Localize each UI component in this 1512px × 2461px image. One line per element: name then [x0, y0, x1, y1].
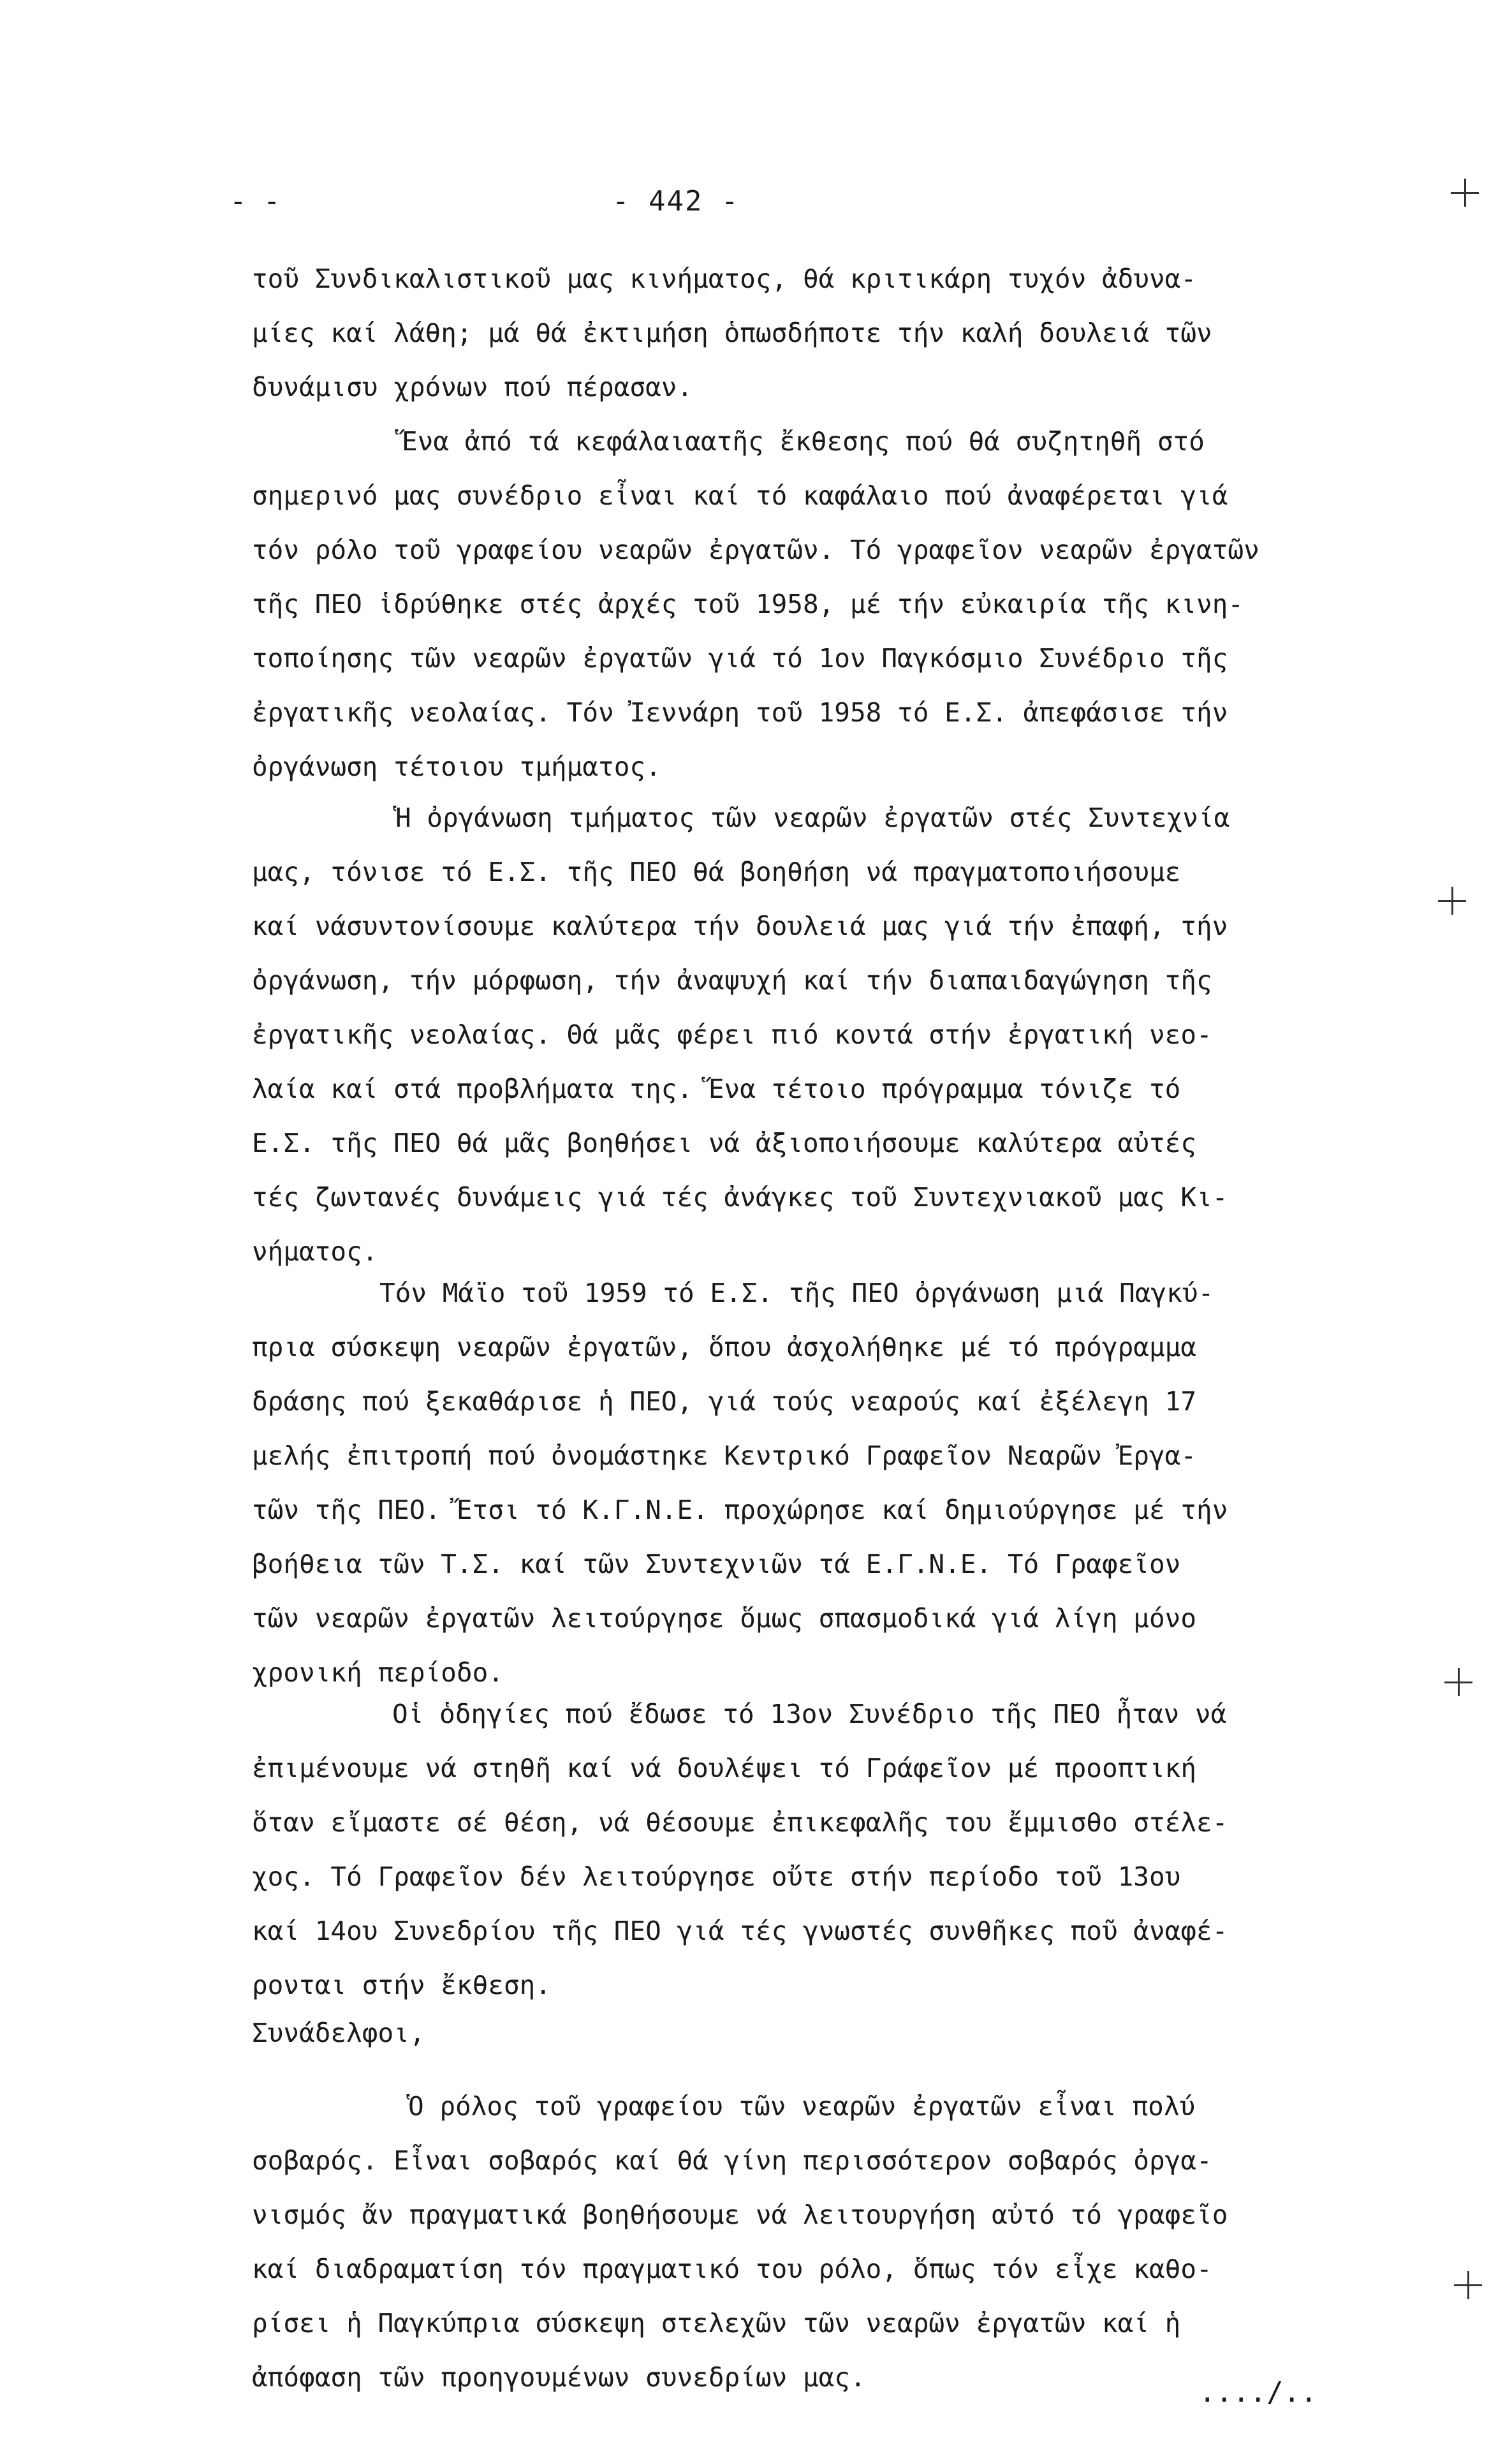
registration-mark-icon [1451, 179, 1479, 207]
text-line: μελής ἐπιτροπή πού ὀνομάστηκε Κεντρικό Γραφεῖον Νεαρῶν Ἐργα- [252, 1440, 1197, 1471]
corner-mark: - - [230, 185, 281, 218]
text-line: βοήθεια τῶν Τ.Σ. καί τῶν Συντεχνιῶν τά Ε.Γ.Ν.Ε. Τό Γραφεῖον [252, 1549, 1181, 1579]
text-line: μίες καί λάθη; μά θά ἐκτιμήση ὁπωσδήποτε τήν καλή δουλειά τῶν [252, 318, 1212, 348]
text-line: σοβαρός. Εἶναι σοβαρός καί θά γίνη περισσότερον σοβαρός ὀργα- [252, 2145, 1212, 2176]
text-line: νήματος. [252, 1236, 378, 1267]
registration-mark-icon [1454, 2271, 1482, 2299]
text-line: Συνάδελφοι, [252, 2018, 425, 2048]
text-line: δράσης πού ξεκαθάρισε ἡ ΠΕΟ, γιά τούς νεαρούς καί ἐξέλεγη 17 [252, 1386, 1197, 1417]
text-line: μας, τόνισε τό Ε.Σ. τῆς ΠΕΟ θά βοηθήση νά πραγματοποιήσουμε [252, 857, 1181, 887]
text-line: δυνάμισυ χρόνων πού πέρασαν. [252, 372, 693, 403]
text-line: ἐπιμένουμε νά στηθῆ καί νά δουλέψει τό Γράφεῖον μέ προοπτική [252, 1753, 1197, 1784]
text-line: νισμός ἄν πραγματικά βοηθήσουμε νά λειτουργήση αὐτό τό γραφεῖο [252, 2199, 1228, 2230]
paragraph-7 [252, 2080, 1362, 2405]
text-line: καί νάσυντονίσουμε καλύτερα τήν δουλειά μας γιά τήν ἐπαφή, τήν [252, 911, 1228, 942]
text-line: χρονική περίοδο. [252, 1657, 504, 1688]
paragraph-3 [252, 791, 1362, 1279]
text-line: ἀπόφαση τῶν προηγουμένων συνεδρίων μας. [252, 2362, 866, 2393]
text-line: τόν ρόλο τοῦ γραφείου νεαρῶν ἐργατῶν. Τό γραφεῖον νεαρῶν ἐργατῶν [252, 535, 1259, 565]
text-line: τοῦ Συνδικαλιστικοῦ μας κινήματος, θά κριτικάρη τυχόν ἀδυνα- [252, 263, 1197, 294]
paragraph-2 [252, 415, 1362, 794]
text-line: Ἕνα ἀπό τά κεφάλαιαατῆς ἔκθεσης πού θά συζητηθῆ στό [402, 426, 1205, 457]
text-line: ρίσει ἡ Παγκύπρια σύσκεψη στελεχῶν τῶν νεαρῶν ἐργατῶν καί ἡ [252, 2308, 1181, 2339]
text-line: Ὁ ρόλος τοῦ γραφείου τῶν νεαρῶν ἐργατῶν εἶναι πολύ [408, 2091, 1196, 2122]
text-line: χος. Τό Γραφεῖον δέν λειτούργησε οὔτε στήν περίοδο τοῦ 13ου [252, 1861, 1181, 1892]
text-line: τῶν νεαρῶν ἐργατῶν λειτούργησε ὅμως σπασμοδικά γιά λίγη μόνο [252, 1603, 1197, 1634]
text-line: λαία καί στά προβλήματα της. Ἕνα τέτοιο πρόγραμμα τόνιζε τό [252, 1074, 1181, 1104]
text-line: σημερινό μας συνέδριο εἶναι καί τό καφάλαιο πού ἀναφέρεται γιά [252, 480, 1228, 511]
text-line: Τόν Μάϊο τοῦ 1959 τό Ε.Σ. τῆς ΠΕΟ ὀργάνωση μιά Παγκύ- [379, 1278, 1214, 1308]
text-line: τῆς ΠΕΟ ἱδρύθηκε στές ἀρχές τοῦ 1958, μέ τήν εὐκαιρία τῆς κινη- [252, 589, 1244, 619]
continuation-mark: ..../.. [1199, 2376, 1317, 2409]
text-line: τοποίησης τῶν νεαρῶν ἐργατῶν γιά τό 1ον Παγκόσμιο Συνέδριο τῆς [252, 643, 1228, 674]
text-line: Ἡ ὀργάνωση τμήματος τῶν νεαρῶν ἐργατῶν στές Συντεχνία [395, 802, 1230, 833]
text-line: ὀργάνωση τέτοιου τμήματος. [252, 751, 661, 782]
text-line: Ε.Σ. τῆς ΠΕΟ θά μᾶς βοηθήσει νά ἀξιοποιήσουμε καλύτερα αὐτές [252, 1128, 1197, 1158]
text-line: τές ζωντανές δυνάμεις γιά τές ἀνάγκες τοῦ Συντεχνιακοῦ μας Κι- [252, 1182, 1228, 1213]
text-line: καί 14ου Συνεδρίου τῆς ΠΕΟ γιά τές γνωστές συνθῆκες ποῦ ἀναφέ- [252, 1916, 1228, 1946]
paragraph-4 [252, 1266, 1362, 1700]
paragraph-1 [252, 252, 1362, 415]
registration-mark-icon [1438, 887, 1466, 915]
text-line: ἐργατικῆς νεολαίας. Θά μᾶς φέρει πιό κοντά στήν ἐργατική νεο- [252, 1019, 1212, 1050]
text-line: ρονται στήν ἔκθεση. [252, 1970, 551, 2000]
text-line: Οἱ ὁδηγίες πού ἔδωσε τό 13ον Συνέδριο τῆς ΠΕΟ ἦταν νά [392, 1699, 1227, 1729]
text-line: ὀργάνωση, τήν μόρφωση, τήν ἀναψυχή καί τήν διαπαιδαγώγηση τῆς [252, 965, 1212, 996]
registration-mark-icon [1444, 1668, 1472, 1696]
salutation [252, 2006, 1362, 2060]
text-line: ἐργατικῆς νεολαίας. Τόν Ἰεννάρη τοῦ 1958 τό Ε.Σ. ἀπεφάσισε τήν [252, 697, 1228, 728]
page-number: - 442 - [612, 185, 740, 218]
paragraph-5 [252, 1687, 1362, 2013]
text-line: πρια σύσκεψη νεαρῶν ἐργατῶν, ὅπου ἀσχολήθηκε μέ τό πρόγραμμα [252, 1332, 1197, 1363]
text-line: ὅταν εἴμαστε σέ θέση, νά θέσουμε ἐπικεφαλῆς του ἔμμισθο στέλε- [252, 1807, 1228, 1838]
text-line: καί διαδραματίση τόν πραγματικό του ρόλο, ὅπως τόν εἶχε καθο- [252, 2254, 1212, 2284]
text-line: τῶν τῆς ΠΕΟ. Ἔτσι τό Κ.Γ.Ν.Ε. προχώρησε καί δημιούργησε μέ τήν [252, 1495, 1228, 1525]
